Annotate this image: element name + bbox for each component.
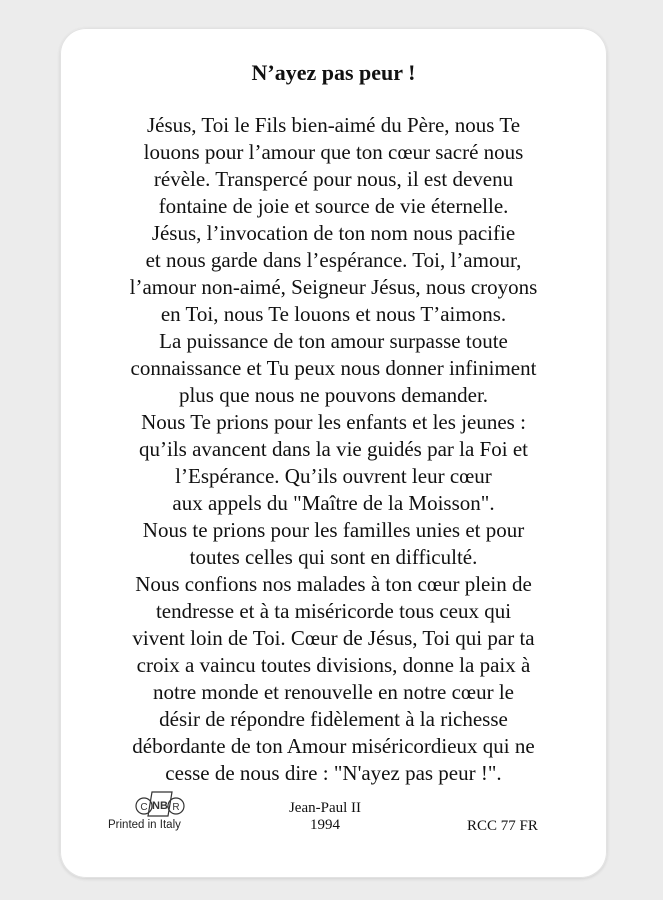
prayer-line: notre monde et renouvelle en notre cœur le: [153, 680, 514, 704]
prayer-line: Jésus, Toi le Fils bien-aimé du Père, nous Te: [146, 113, 521, 137]
prayer-line: vivent loin de Toi. Cœur de Jésus, Toi qui par ta: [132, 626, 535, 650]
prayer-line: aux appels du "Maître de la Moisson".: [172, 491, 495, 515]
prayer-line: qu’ils avancent dans la vie guidés par la Foi et: [139, 437, 528, 461]
svg-text:C: C: [140, 802, 148, 813]
printed-in-label: Printed in Italy: [108, 819, 181, 831]
prayer-line: croix a vaincu toutes divisions, donne la paix à: [136, 653, 531, 677]
prayer-line: désir de répondre fidèlement à la richesse: [159, 707, 508, 731]
prayer-line: débordante de ton Amour miséricordieux qui ne: [132, 734, 535, 758]
prayer-text: [66, 112, 601, 787]
svg-text:R: R: [172, 802, 180, 813]
prayer-line: toutes celles qui sont en difficulté.: [189, 545, 478, 569]
prayer-line: cesse de nous dire : "N'ayez pas peur !".: [165, 761, 502, 785]
prayer-line: plus que nous ne pouvons demander.: [178, 383, 489, 407]
prayer-line: l’amour non-aimé, Seigneur Jésus, nous croyons: [129, 275, 538, 299]
card-title: N’ayez pas peur !: [251, 60, 416, 85]
prayer-line: louons pour l’amour que ton cœur sacré nous: [143, 140, 524, 164]
reference-code: RCC 77 FR: [467, 818, 538, 834]
prayer-line: fontaine de joie et source de vie éternelle.: [158, 194, 509, 218]
author-year: 1994: [310, 817, 340, 833]
prayer-line: La puissance de ton amour surpasse toute: [159, 329, 508, 353]
prayer-line: connaissance et Tu peux nous donner infiniment: [130, 356, 537, 380]
prayer-line: révèle. Transpercé pour nous, il est devenu: [153, 167, 514, 191]
prayer-line: Nous Te prions pour les enfants et les jeunes :: [141, 410, 526, 434]
svg-text:NB: NB: [152, 800, 168, 812]
prayer-line: Nous confions nos malades à ton cœur plein de: [135, 572, 532, 596]
author-name: Jean-Paul II: [288, 800, 362, 816]
prayer-line: en Toi, nous Te louons et nous T’aimons.: [160, 302, 507, 326]
prayer-line: l’Espérance. Qu’ils ouvrent leur cœur: [175, 464, 492, 488]
author-block: [265, 800, 385, 834]
prayer-line: Nous te prions pour les familles unies et pour: [142, 518, 525, 542]
prayer-line: et nous garde dans l’espérance. Toi, l’amour,: [145, 248, 522, 272]
prayer-line: Jésus, l’invocation de ton nom nous pacifie: [151, 221, 516, 245]
prayer-line: tendresse et à ta miséricorde tous ceux qui: [155, 599, 512, 623]
prayer-card: [60, 28, 607, 878]
publisher-logo-icon: [134, 788, 186, 820]
